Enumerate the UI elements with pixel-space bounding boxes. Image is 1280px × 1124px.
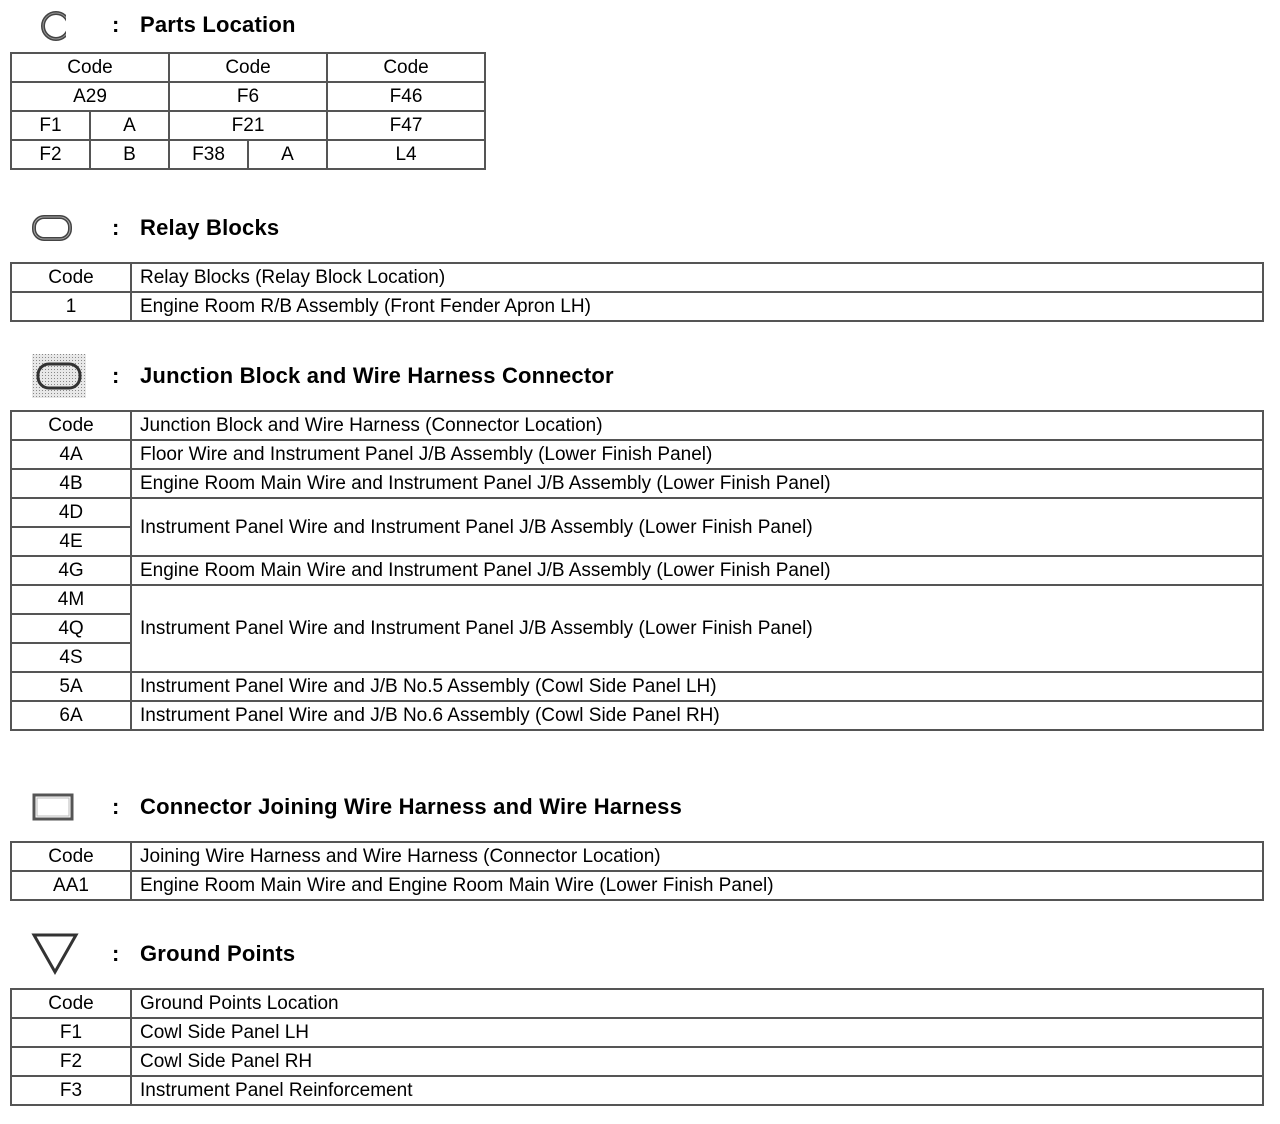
desc-cell: Instrument Panel Wire and J/B No.5 Assembly (Cowl Side Panel LH) <box>131 672 1263 701</box>
code-cell: F6 <box>169 82 327 111</box>
desc-cell: Engine Room Main Wire and Engine Room Main Wire (Lower Finish Panel) <box>131 871 1263 900</box>
code-cell: A29 <box>11 82 169 111</box>
table-row <box>11 556 1263 585</box>
header-cell: Relay Blocks (Relay Block Location) <box>131 263 1263 292</box>
code-cell: 4Q <box>11 614 131 643</box>
code-cell: 5A <box>11 672 131 701</box>
connector-joining-table <box>10 841 1264 901</box>
desc-cell: Instrument Panel Wire and J/B No.6 Assembly (Cowl Side Panel RH) <box>131 701 1263 730</box>
code-cell: 1 <box>11 292 131 321</box>
code-cell: 4G <box>11 556 131 585</box>
code-cell: 4A <box>11 440 131 469</box>
connector-joining-header <box>30 787 682 827</box>
table-row <box>11 585 1263 614</box>
table-row <box>11 1076 1263 1105</box>
table-header-row <box>11 263 1263 292</box>
header-cell: Ground Points Location <box>131 989 1263 1018</box>
circle-symbol-icon <box>30 5 90 45</box>
code-cell: F3 <box>11 1076 131 1105</box>
section-title: Connector Joining Wire Harness and Wire Harness <box>140 794 683 819</box>
desc-cell: Floor Wire and Instrument Panel J/B Assembly (Lower Finish Panel) <box>131 440 1263 469</box>
code-cell: 6A <box>11 701 131 730</box>
table-header-row <box>11 53 485 82</box>
code-cell: F1 <box>11 1018 131 1047</box>
code-cell: 4D <box>11 498 131 527</box>
relay-blocks-table <box>10 262 1264 322</box>
colon: : <box>112 363 120 388</box>
table-header-row <box>11 842 1263 871</box>
ground-points-header <box>30 934 295 974</box>
header-cell: Code <box>11 411 131 440</box>
table-row <box>11 440 1263 469</box>
code-cell: A <box>90 111 169 140</box>
table-row <box>11 1018 1263 1047</box>
code-cell: F46 <box>327 82 485 111</box>
section-title: Junction Block and Wire Harness Connector <box>140 363 614 388</box>
colon: : <box>112 941 120 966</box>
table-row <box>11 82 485 111</box>
parts-location-table <box>10 52 486 170</box>
header-cell: Code <box>11 989 131 1018</box>
header-cell: Code <box>11 842 131 871</box>
rectangle-symbol-icon <box>30 787 90 827</box>
table-row <box>11 140 485 169</box>
colon: : <box>112 12 120 37</box>
desc-cell: Cowl Side Panel LH <box>131 1018 1263 1047</box>
relay-blocks-header <box>30 208 279 248</box>
rounded-rect-symbol-icon <box>30 208 90 248</box>
code-cell: A <box>248 140 327 169</box>
code-cell: 4M <box>11 585 131 614</box>
code-cell: F21 <box>169 111 327 140</box>
colon: : <box>112 794 120 819</box>
table-row <box>11 701 1263 730</box>
code-cell: L4 <box>327 140 485 169</box>
desc-cell: Engine Room Main Wire and Instrument Panel J/B Assembly (Lower Finish Panel) <box>131 556 1263 585</box>
code-cell: F1 <box>11 111 90 140</box>
desc-cell: Instrument Panel Wire and Instrument Panel J/B Assembly (Lower Finish Panel) <box>131 498 1263 556</box>
header-cell: Code <box>327 53 485 82</box>
table-row <box>11 672 1263 701</box>
header-cell: Code <box>11 53 169 82</box>
shaded-rounded-rect-symbol-icon <box>30 356 90 396</box>
desc-cell: Cowl Side Panel RH <box>131 1047 1263 1076</box>
junction-block-header <box>30 356 614 396</box>
table-row <box>11 292 1263 321</box>
table-row <box>11 871 1263 900</box>
table-row <box>11 111 485 140</box>
code-cell: B <box>90 140 169 169</box>
junction-block-table <box>10 410 1264 731</box>
header-cell: Joining Wire Harness and Wire Harness (Connector Location) <box>131 842 1263 871</box>
table-header-row <box>11 411 1263 440</box>
colon: : <box>112 215 120 240</box>
desc-cell: Engine Room Main Wire and Instrument Panel J/B Assembly (Lower Finish Panel) <box>131 469 1263 498</box>
header-cell: Junction Block and Wire Harness (Connector Location) <box>131 411 1263 440</box>
code-cell: F2 <box>11 1047 131 1076</box>
ground-points-table <box>10 988 1264 1106</box>
desc-cell: Engine Room R/B Assembly (Front Fender Apron LH) <box>131 292 1263 321</box>
header-cell: Code <box>11 263 131 292</box>
code-cell: 4E <box>11 527 131 556</box>
code-cell: F2 <box>11 140 90 169</box>
code-cell: AA1 <box>11 871 131 900</box>
code-cell: F38 <box>169 140 248 169</box>
code-cell: 4B <box>11 469 131 498</box>
section-title: Ground Points <box>140 941 296 966</box>
desc-cell: Instrument Panel Reinforcement <box>131 1076 1263 1105</box>
parts-location-header <box>30 5 296 45</box>
code-cell: 4S <box>11 643 131 672</box>
table-header-row <box>11 989 1263 1018</box>
triangle-down-symbol-icon <box>30 934 90 974</box>
table-row <box>11 498 1263 527</box>
code-cell: F47 <box>327 111 485 140</box>
section-title: Parts Location <box>140 12 296 37</box>
table-row <box>11 469 1263 498</box>
desc-cell: Instrument Panel Wire and Instrument Panel J/B Assembly (Lower Finish Panel) <box>131 585 1263 672</box>
table-row <box>11 1047 1263 1076</box>
section-title: Relay Blocks <box>140 215 280 240</box>
header-cell: Code <box>169 53 327 82</box>
